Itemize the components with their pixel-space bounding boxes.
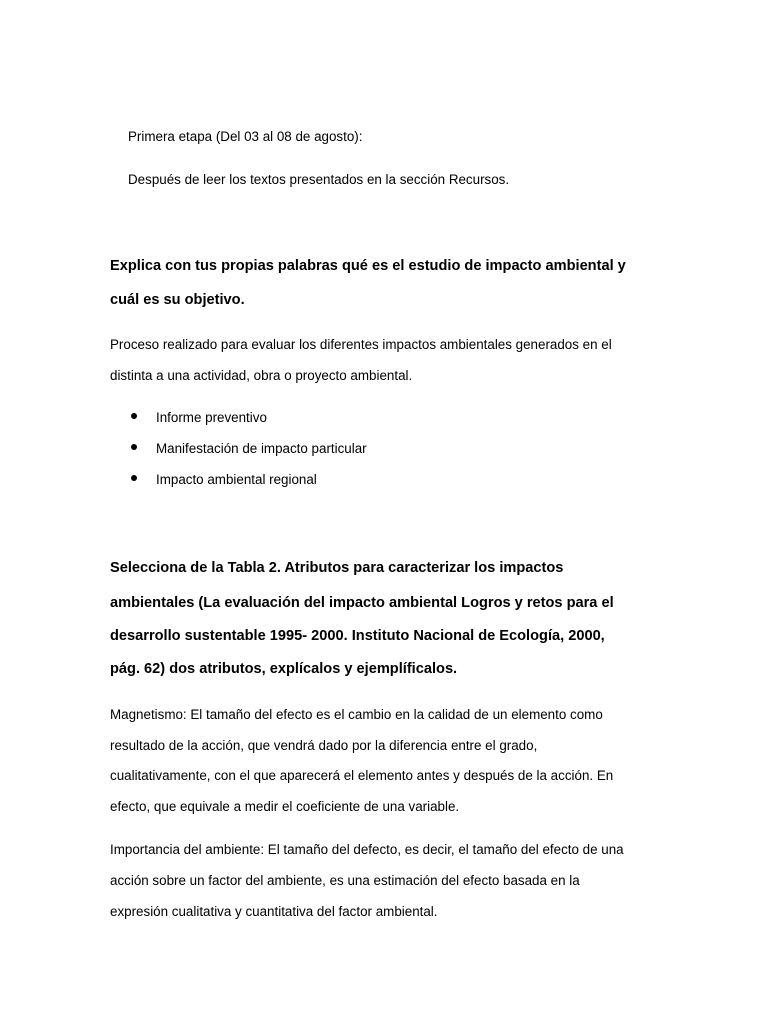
- question-2-line-3: desarrollo sustentable 1995- 2000. Instituto Nacional de Ecología, 2000,: [110, 628, 605, 644]
- question-1-line-1: Explica con tus propias palabras qué es el estudio de impacto ambiental y: [110, 258, 626, 274]
- answer-2-p2-line-2: acción sobre un factor del ambiente, es una estimación del efecto basada en la: [110, 873, 580, 888]
- list-item-label: Impacto ambiental regional: [156, 472, 317, 487]
- answer-2-p1-line-1: Magnetismo: El tamaño del efecto es el cambio en la calidad de un elemento como: [110, 707, 603, 722]
- answer-2-p2-line-3: expresión cualitativa y cuantitativa del factor ambiental.: [110, 904, 438, 919]
- stage-heading: Primera etapa (Del 03 al 08 de agosto):: [128, 129, 363, 144]
- answer-2-p1-line-2: resultado de la acción, que vendrá dado por la diferencia entre el grado,: [110, 738, 538, 753]
- answer-1-line-2: distinta a una actividad, obra o proyecto ambiental.: [110, 368, 413, 383]
- question-2-line-2: ambientales (La evaluación del impacto ambiental Logros y retos para el: [110, 595, 614, 611]
- question-2-line-4: pág. 62) dos atributos, explícalos y ejemplíficalos.: [110, 661, 458, 677]
- answer-2-p1-line-3: cualitativamente, con el que aparecerá el elemento antes y después de la acción. En: [110, 768, 614, 783]
- answer-2-p1-line-4: efecto, que equivale a medir el coeficiente de una variable.: [110, 799, 460, 814]
- question-2-line-1: Selecciona de la Tabla 2. Atributos para caracterizar los impactos: [110, 560, 564, 576]
- list-item-label: Manifestación de impacto particular: [156, 441, 367, 456]
- bullet-icon: [131, 475, 137, 481]
- question-1-line-2: cuál es su objetivo.: [110, 292, 245, 308]
- bullet-icon: [131, 444, 137, 450]
- bullet-icon: [131, 413, 137, 419]
- list-item-label: Informe preventivo: [156, 410, 267, 425]
- answer-2-p2-line-1: Importancia del ambiente: El tamaño del defecto, es decir, el tamaño del efecto de una: [110, 842, 624, 857]
- instruction-text: Después de leer los textos presentados en la sección Recursos.: [128, 172, 510, 187]
- answer-1-line-1: Proceso realizado para evaluar los diferentes impactos ambientales generados en el: [110, 337, 612, 352]
